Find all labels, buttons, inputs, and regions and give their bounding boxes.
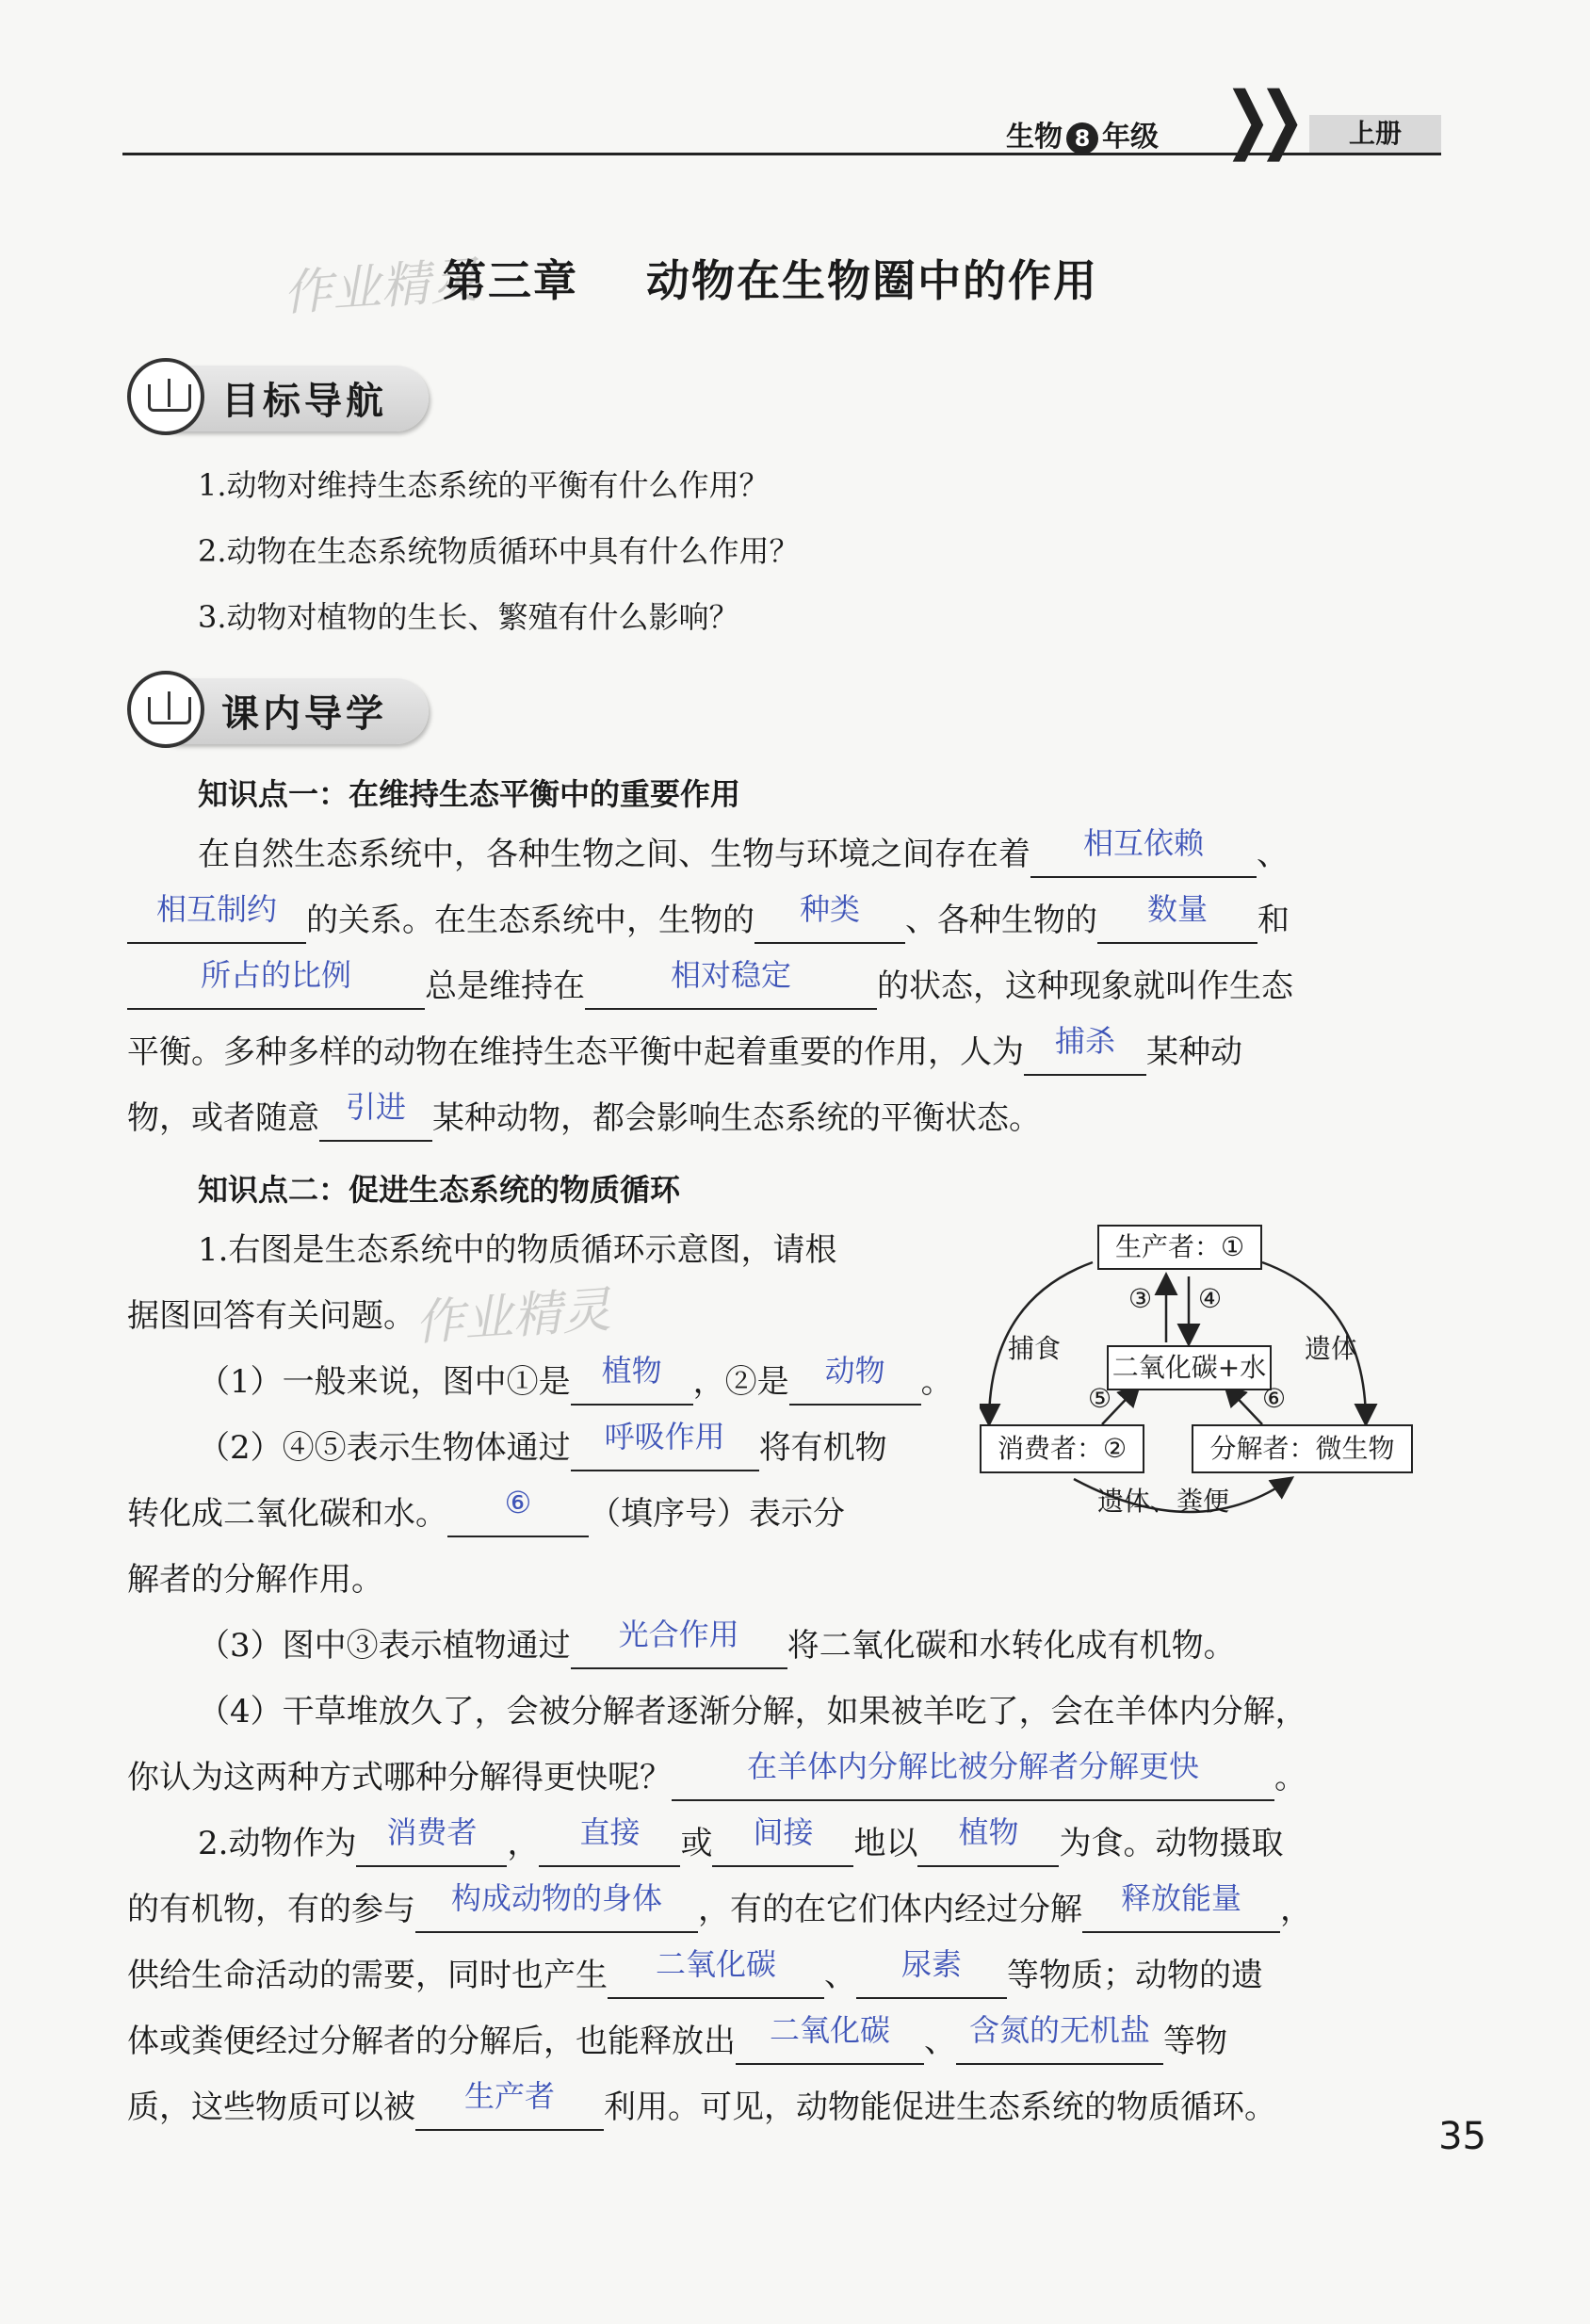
answer-blank[interactable]: 生产者 — [415, 2084, 604, 2131]
arrow-label: ③ — [1128, 1283, 1153, 1314]
producer-box: 生产者：① — [1097, 1225, 1262, 1270]
consumer-box: 消费者：② — [980, 1424, 1144, 1473]
answer-blank[interactable]: 数量 — [1097, 897, 1257, 944]
text-line: 的有机物，有的参与 构成动物的身体 ，有的在它们体内经过分解 释放能量 ， — [127, 1886, 1418, 1933]
answer-blank[interactable]: 种类 — [754, 897, 905, 944]
answer-blank[interactable]: 相互制约 — [127, 897, 306, 944]
answer-blank[interactable]: 植物 — [571, 1358, 693, 1406]
header-rule — [122, 153, 1441, 155]
text-line: 你认为这两种方式哪种分解得更快呢？ 在羊体内分解比被分解者分解更快 。 — [127, 1754, 1418, 1801]
text-line: 据图回答有关问题。 — [127, 1297, 415, 1335]
arrow-label: ⑥ — [1262, 1383, 1287, 1414]
text-line: （3）图中③表示植物通过 光合作用 将二氧化碳和水转化成有机物。 — [198, 1622, 1422, 1669]
answer-blank[interactable]: 植物 — [917, 1820, 1059, 1867]
double-chevron-icon: ❯❯ — [1224, 76, 1292, 163]
header-book-title: 生物 8 年级 — [1006, 121, 1159, 154]
grade-badge: 8 — [1066, 122, 1098, 154]
answer-blank[interactable]: 含氮的无机盐 — [956, 2018, 1163, 2065]
answer-blank[interactable]: 释放能量 — [1082, 1886, 1280, 1933]
goal-item: 3.动物对植物的生长、繁殖有什么影响？ — [198, 599, 739, 635]
knowledge-point-1-title: 知识点一：在维持生态平衡中的重要作用 — [198, 776, 741, 812]
text-line: 体或粪便经过分解者的分解后，也能释放出 二氧化碳 、 含氮的无机盐 等物 — [127, 2018, 1418, 2065]
answer-blank[interactable]: ⑥ — [447, 1490, 589, 1537]
answer-blank[interactable]: 间接 — [712, 1820, 853, 1867]
arrow-label: ⑤ — [1088, 1383, 1112, 1414]
text-line: 供给生命活动的需要，同时也产生 二氧化碳 、 尿素 等物质；动物的遗 — [127, 1952, 1418, 1999]
text-line: 所占的比例 总是维持在 相对稳定 的状态，这种现象就叫作生态 — [127, 963, 1418, 1010]
section-badge-goals — [127, 358, 429, 439]
text-line: 平衡。多种多样的动物在维持生态平衡中起着重要的作用，人为 捕杀 某种动 — [127, 1029, 1418, 1076]
answer-blank[interactable]: 呼吸作用 — [571, 1424, 759, 1471]
watermark-logo: 作业精灵 — [281, 252, 481, 323]
answer-blank[interactable]: 尿素 — [856, 1952, 1007, 1999]
section-title-study: 课内导学 — [221, 692, 387, 736]
answer-blank[interactable]: 构成动物的身体 — [415, 1886, 698, 1933]
text-line: （1）一般来说，图中①是 植物 ，②是 动物 。 — [198, 1358, 970, 1406]
text-line: 2.动物作为 消费者 ， 直接 或 间接 地以 植物 为食。动物摄取 — [198, 1820, 1422, 1867]
material-cycle-diagram — [980, 1225, 1432, 1554]
answer-blank[interactable]: 二氧化碳 — [736, 2018, 924, 2065]
goal-item: 2.动物在生态系统物质循环中具有什么作用？ — [198, 533, 800, 569]
answer-blank[interactable]: 所占的比例 — [127, 963, 425, 1010]
co2-water-box: 二氧化碳+水 — [1107, 1345, 1272, 1390]
text-line: 解者的分解作用。 — [127, 1561, 383, 1599]
prey-label: 捕食 — [1008, 1333, 1062, 1364]
answer-blank[interactable]: 二氧化碳 — [608, 1952, 824, 1999]
knowledge-point-2-title: 知识点二：促进生态系统的物质循环 — [198, 1172, 681, 1208]
open-book-icon — [148, 384, 191, 412]
answer-blank[interactable]: 光合作用 — [571, 1622, 787, 1669]
answer-blank[interactable]: 直接 — [539, 1820, 680, 1867]
answer-blank[interactable]: 动物 — [789, 1358, 921, 1406]
running-header — [122, 75, 1441, 163]
section-title-goals: 目标导航 — [221, 380, 387, 423]
page-number: 35 — [1438, 2115, 1486, 2158]
goal-item: 1.动物对维持生态系统的平衡有什么作用？ — [198, 467, 770, 503]
chapter-title: 第三章 动物在生物圈中的作用 — [443, 255, 1099, 306]
text-line: 在自然生态系统中，各种生物之间、生物与环境之间存在着 相互依赖 、 — [198, 831, 1422, 878]
watermark-logo: 作业精灵 — [413, 1281, 613, 1353]
arrow-label: ④ — [1198, 1283, 1223, 1314]
answer-blank[interactable]: 捕杀 — [1024, 1029, 1146, 1076]
answer-blank[interactable]: 相对稳定 — [585, 963, 877, 1010]
open-book-icon — [148, 697, 191, 724]
text-line: 物，或者随意 引进 某种动物，都会影响生态系统的平衡状态。 — [127, 1095, 1418, 1142]
remains-feces-label: 遗体、粪便 — [1097, 1486, 1230, 1517]
text-line: （2）④⑤表示生物体通过 呼吸作用 将有机物 — [198, 1424, 970, 1471]
remains-label: 遗体 — [1305, 1333, 1358, 1364]
answer-blank[interactable]: 消费者 — [356, 1820, 507, 1867]
text-line: 转化成二氧化碳和水。 ⑥ （填序号）表示分 — [127, 1490, 956, 1537]
text-line: 质，这些物质可以被 生产者 利用。可见，动物能促进生态系统的物质循环。 — [127, 2084, 1418, 2131]
text-line: （4）干草堆放久了，会被分解者逐渐分解，如果被羊吃了，会在羊体内分解， — [198, 1693, 1307, 1731]
volume-label: 上册 — [1309, 115, 1441, 153]
section-badge-study — [127, 671, 429, 752]
text-line: 相互制约 的关系。在生态系统中，生物的 种类 、各种生物的 数量 和 — [127, 897, 1418, 944]
text-line: 1.右图是生态系统中的物质循环示意图，请根 — [198, 1231, 837, 1269]
answer-blank[interactable]: 引进 — [319, 1095, 432, 1142]
answer-blank[interactable]: 在羊体内分解比被分解者分解更快 — [672, 1754, 1274, 1801]
decomposer-box: 分解者：微生物 — [1192, 1424, 1413, 1473]
answer-blank[interactable]: 相互依赖 — [1030, 831, 1257, 878]
